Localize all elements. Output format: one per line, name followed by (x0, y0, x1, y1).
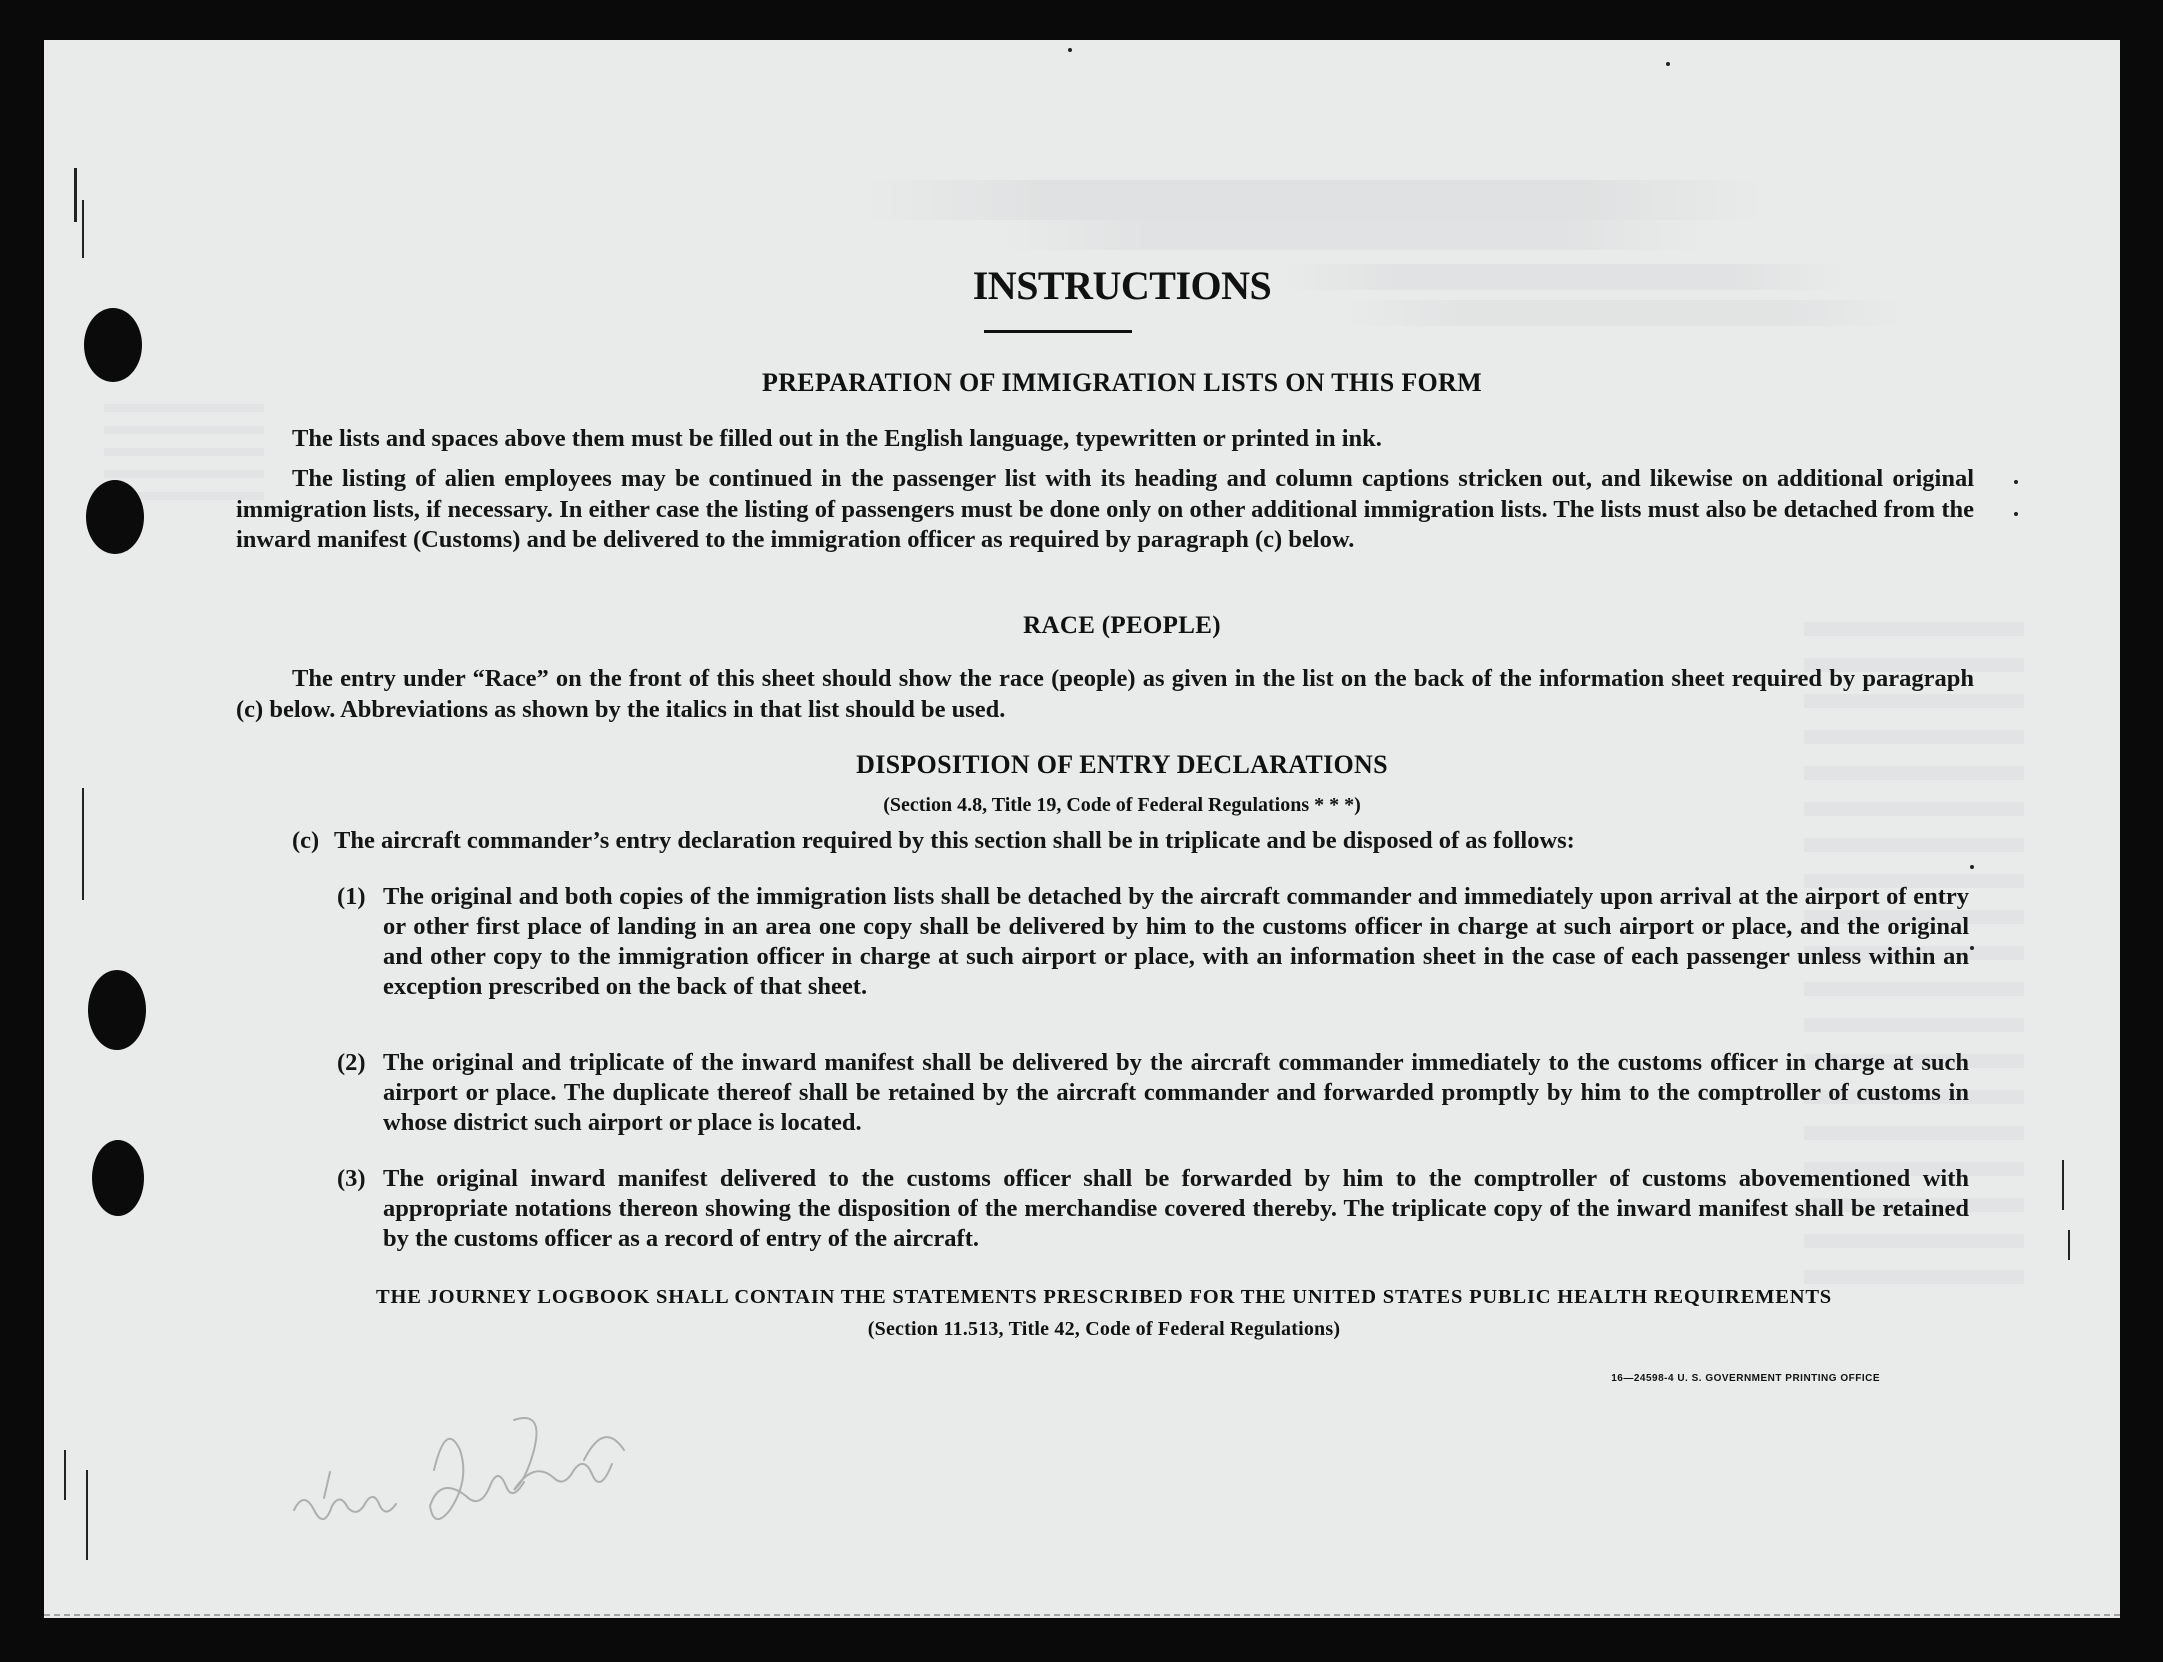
paragraph-alien-employees: The listing of alien employees may be continued in the passenger list with its heading and column captions stricken out, and likewise on additional original immigration lists, if necessary. In either case the listing of passengers must be done only on other additional immigration lists. The lists must also be detached from the inward manifest (Customs) and be delivered to the immigration officer as required by paragraph (c) below. (236, 465, 1974, 553)
list-item (337, 882, 1967, 1012)
paragraph-c-intro: The aircraft commander’s entry declaration required by this section shall be in triplicate and be disposed of as follows: (334, 827, 1575, 854)
paragraph-english-language: The lists and spaces above them must be filled out in the English language, typewritten or printed in ink. (292, 425, 1382, 452)
perforation-line (44, 1614, 2120, 1616)
list-item-number: (1) (337, 883, 366, 910)
title-underline (984, 330, 1132, 333)
section-heading-disposition: DISPOSITION OF ENTRY DECLARATIONS (856, 750, 1388, 779)
paragraph-race: The entry under “Race” on the front of this sheet should show the race (people) as given in the list on the back of the information sheet required by paragraph (c) below. Abbreviations as shown by the italics in that list should be used. (236, 665, 1974, 723)
list-item (337, 1164, 1967, 1264)
page-title: INSTRUCTIONS (972, 263, 1272, 308)
handwritten-signature (284, 1400, 644, 1560)
list-item-number: (3) (337, 1165, 366, 1192)
document-body (44, 40, 2120, 1618)
document-page (44, 40, 2120, 1618)
footer-statement: THE JOURNEY LOGBOOK SHALL CONTAIN THE STATEMENTS PRESCRIBED FOR THE UNITED STATES PUBLIC HEALTH REQUIREMENTS (375, 1286, 1833, 1308)
paragraph-c-label: (c) (292, 827, 320, 854)
printer-mark: 16—24598-4 U. S. GOVERNMENT PRINTING OFFICE (1611, 1373, 1880, 1384)
list-item-text: The original inward manifest delivered to the customs officer shall be forwarded by him to the comptroller of customs abovementioned with appropriate notations thereon showing the disposition of the merchandise covered thereby. The triplicate copy of the inward manifest shall be retained by the customs officer as a record of entry of the aircraft. (383, 1165, 1969, 1252)
list-item-text: The original and triplicate of the inward manifest shall be delivered by the aircraft commander immediately to the customs officer in charge at such airport or place. The duplicate thereof shall be retained by the aircraft commander and forwarded promptly by him to the comptroller of customs in whose district such airport or place is located. (383, 1049, 1969, 1136)
list-item (337, 1048, 1967, 1148)
list-item-text: The original and both copies of the immigration lists shall be detached by the aircraft commander and immediately upon arrival at the airport of entry or other first place of landing in an area one copy shall be delivered by him to the customs officer in charge at such airport or place, and the original and other copy to the immigration officer in charge at such airport or place, with an information sheet in the case of each passenger unless within an exception prescribed on the back of that sheet. (383, 883, 1969, 1000)
section-heading-race: RACE (PEOPLE) (1023, 612, 1221, 639)
list-item-number: (2) (337, 1049, 366, 1076)
section-subheading-citation: (Section 4.8, Title 19, Code of Federal Regulations * * *) (883, 794, 1361, 816)
footer-citation: (Section 11.513, Title 42, Code of Federal Regulations) (867, 1318, 1341, 1340)
section-heading-preparation: PREPARATION OF IMMIGRATION LISTS ON THIS FORM (762, 368, 1482, 397)
